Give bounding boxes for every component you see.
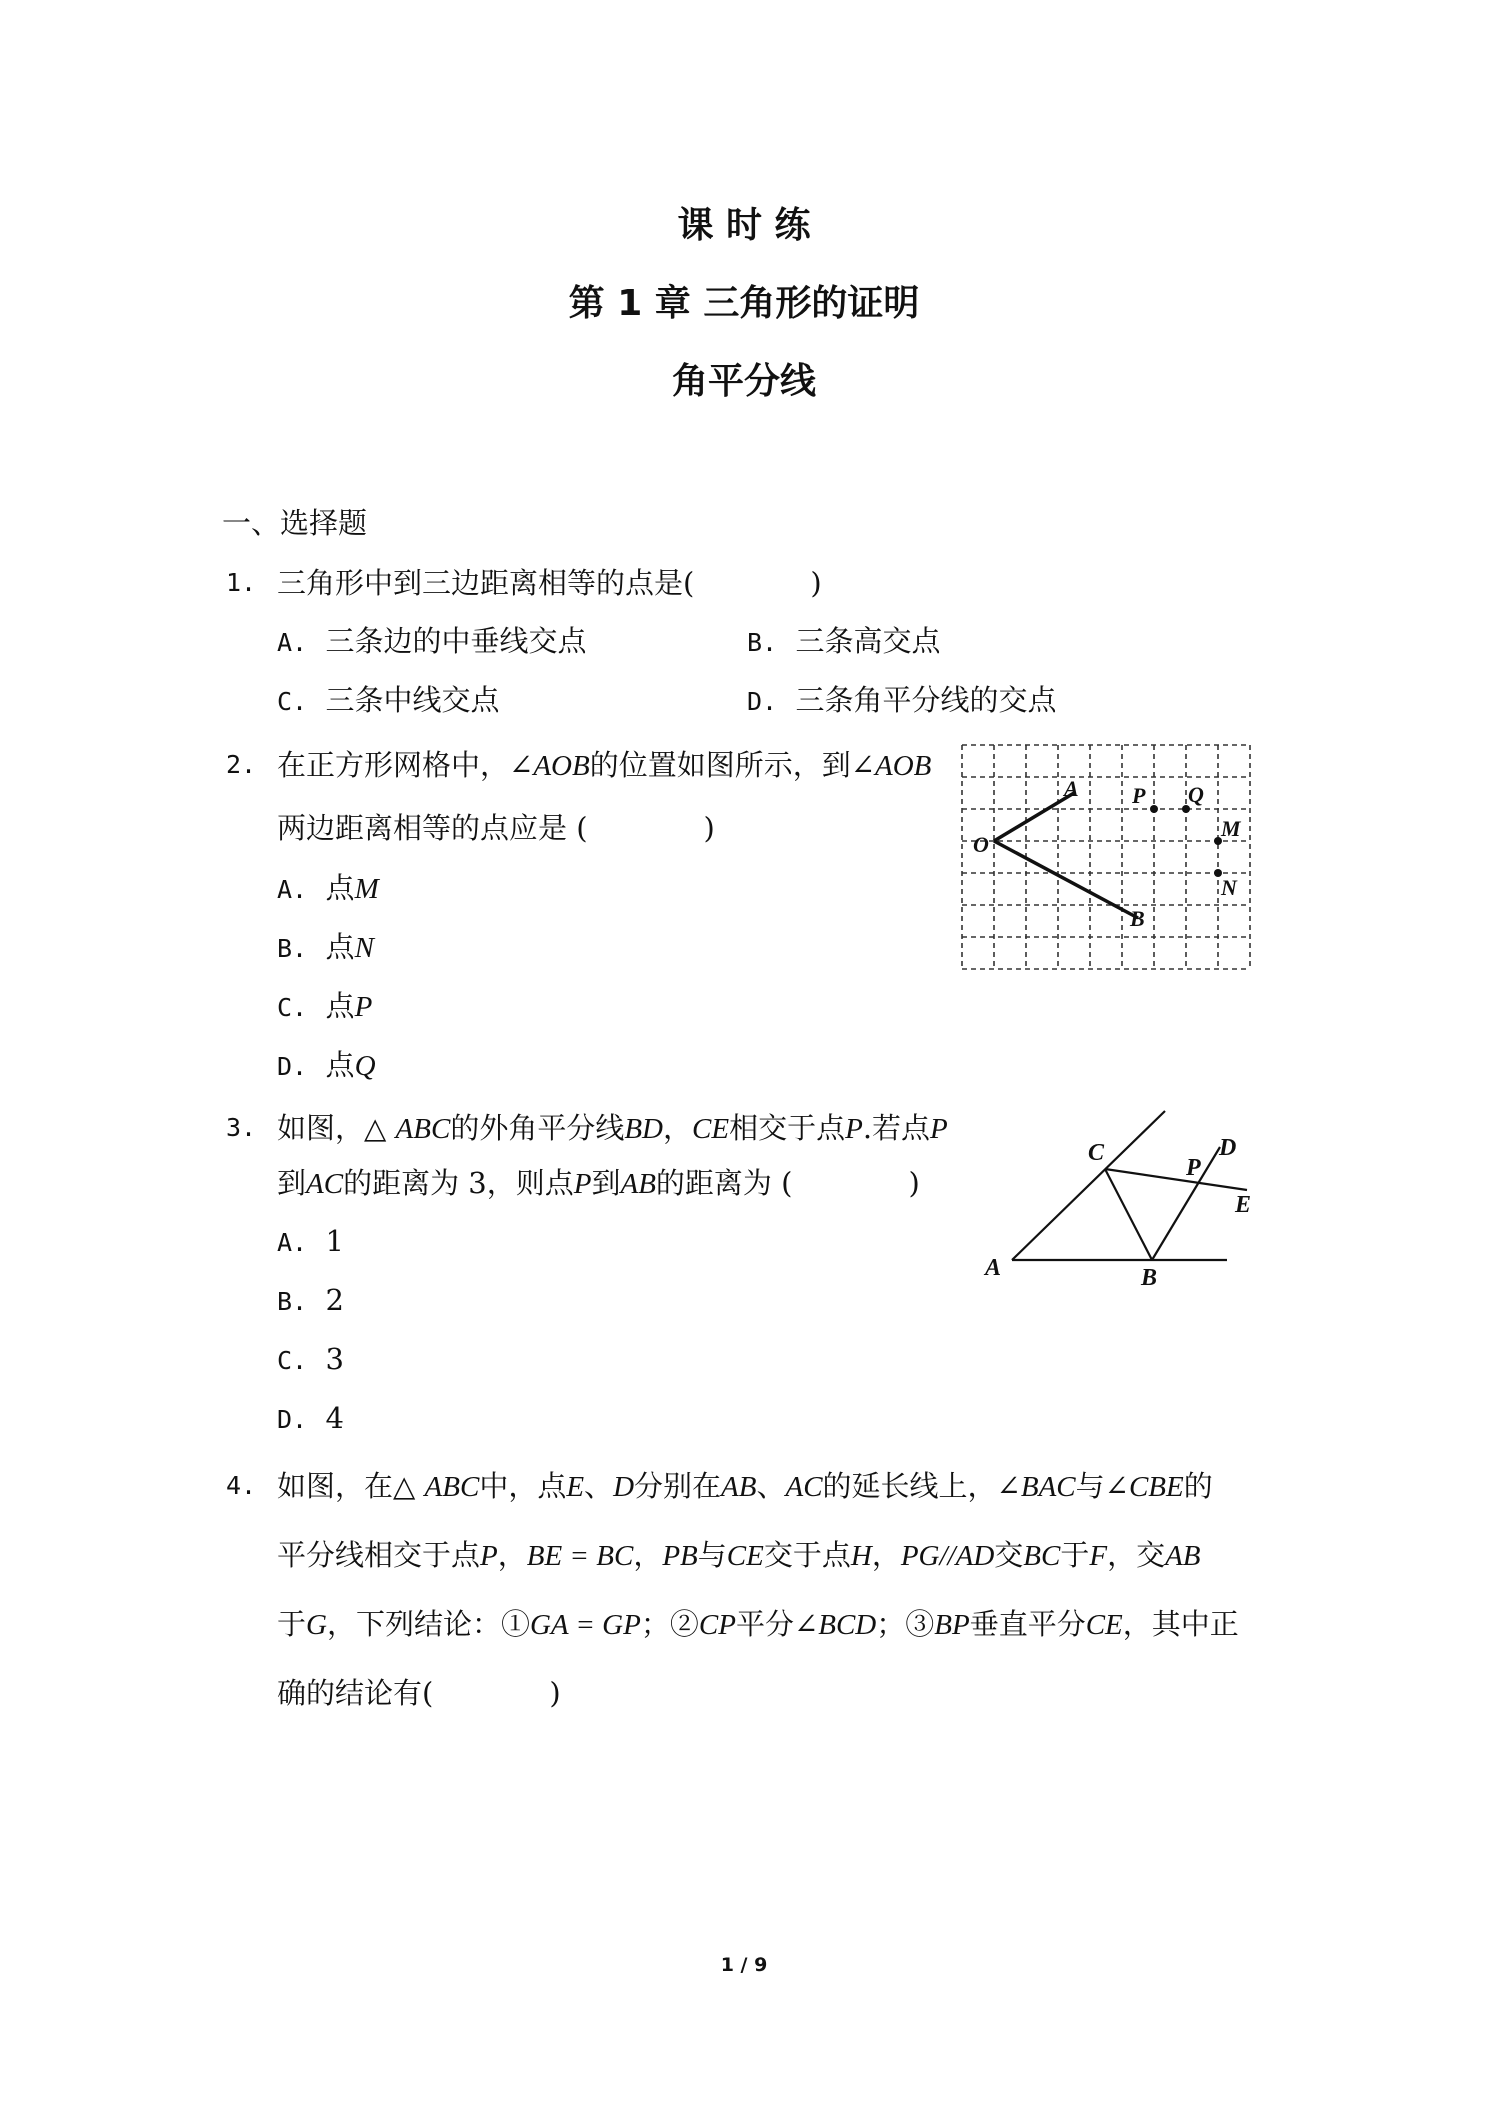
line-ce [1105, 1169, 1247, 1190]
label-c: C [1088, 1140, 1105, 1166]
segment-cb [1105, 1169, 1152, 1260]
question-line-2: 到AC的距离为 3，则点P到AB的距离为 ( ) [277, 1166, 920, 1200]
label-p: P [1186, 1155, 1201, 1181]
line-ac-extended [1012, 1111, 1165, 1260]
question-line-2: 两边距离相等的点应是 ( ) [277, 811, 715, 845]
label-p: P [1132, 783, 1146, 808]
part-label: 一、选择题 [222, 506, 368, 540]
question-line-4: 确的结论有( ) [277, 1676, 561, 1710]
option-b: B. 点N [277, 930, 374, 964]
label-n: N [1221, 875, 1237, 900]
label-o: O [973, 832, 989, 857]
page-number: 1 / 9 [720, 1954, 768, 1976]
option-key: D. [747, 687, 778, 716]
point-p [1150, 805, 1158, 813]
label-m: M [1221, 816, 1241, 841]
option-d: D. 点Q [277, 1048, 376, 1082]
chapter-title: 第 1 章 三角形的证明 [568, 283, 920, 324]
question-number: 4. [226, 1471, 257, 1500]
option-text: 三条边的中垂线交点 [325, 624, 587, 658]
option-text: 三条角平分线的交点 [795, 683, 1057, 717]
label-d: D [1219, 1135, 1237, 1161]
question-line-3: 于G，下列结论：①GA = GP；②CP平分∠BCD；③BP垂直平分CE，其中正 [277, 1607, 1239, 1641]
option-b [747, 621, 941, 663]
option-d [747, 680, 1057, 722]
ray-ob [994, 841, 1138, 918]
option-key: A. [277, 628, 308, 657]
question-line-1: 在正方形网格中，∠AOB的位置如图所示，到∠AOB [277, 748, 932, 782]
question-line-1: 如图，在△ ABC中，点E、D分别在AB、AC的延长线上，∠BAC与∠CBE的 [277, 1469, 1213, 1503]
question-number: 1. [226, 568, 257, 597]
grid-angle-figure [960, 740, 1252, 972]
option-text: 三条高交点 [795, 624, 941, 658]
question-stem: 三角形中到三边距离相等的点是( ) [277, 566, 822, 600]
triangle-bisector-figure [975, 1105, 1275, 1305]
question-number: 3. [226, 1113, 257, 1142]
question-number: 2. [226, 750, 257, 779]
option-c [277, 680, 500, 722]
section-title: 角平分线 [671, 361, 816, 402]
option-text: 三条中线交点 [325, 683, 500, 717]
question-line-2: 平分线相交于点P，BE = BC，PB与CE交于点H，PG//AD交BC于F，交AB [277, 1538, 1201, 1572]
label-a: A [1064, 776, 1079, 801]
option-a [277, 621, 587, 663]
option-a: A. 点M [277, 871, 379, 905]
option-c: C. 点P [277, 989, 373, 1023]
question-line-1: 如图，△ ABC的外角平分线BD，CE相交于点P.若点P [277, 1111, 948, 1145]
page-title: 课 时 练 [677, 205, 811, 246]
option-d: D. 4 [277, 1401, 344, 1435]
dashed-grid [962, 745, 1250, 969]
option-key: B. [747, 628, 778, 657]
label-b: B [1141, 1265, 1158, 1291]
option-c: C. 3 [277, 1342, 344, 1376]
label-q: Q [1188, 782, 1204, 807]
label-e: E [1235, 1192, 1252, 1218]
option-key: C. [277, 687, 308, 716]
label-a: A [985, 1255, 1002, 1281]
label-b: B [1130, 906, 1145, 931]
option-a: A. 1 [277, 1224, 344, 1258]
ray-oa [994, 793, 1074, 841]
option-b: B. 2 [277, 1283, 344, 1317]
